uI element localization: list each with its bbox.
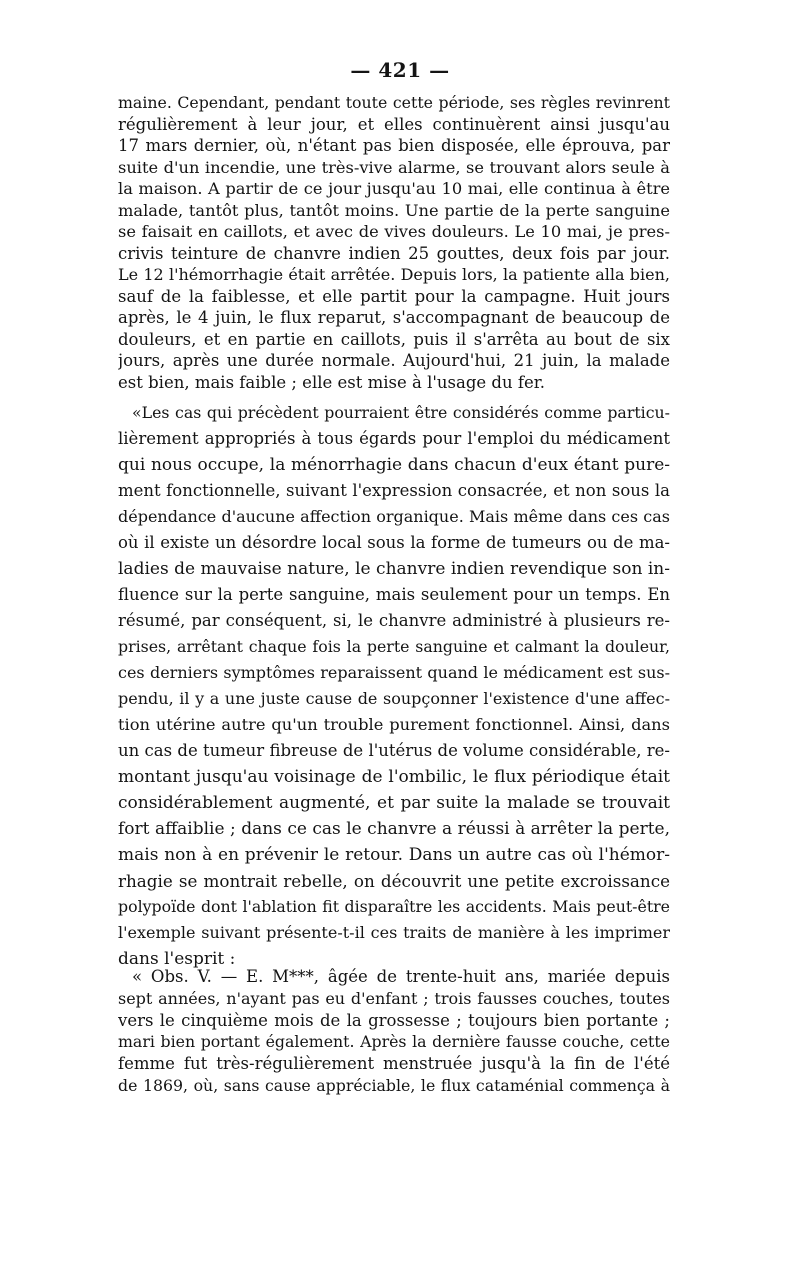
text-line: fluence sur la perte sanguine, mais seulement pour un temps. En: [118, 585, 670, 604]
text-line: dépendance d'aucune affection organique. Mais même dans ces cas: [118, 507, 670, 526]
text-line: mari bien portant également. Après la dernière fausse couche, cette: [118, 1032, 670, 1052]
text-line: tion utérine autre qu'un trouble purement fonctionnel. Ainsi, dans: [118, 715, 670, 734]
text-line: maine. Cependant, pendant toute cette période, ses règles revinrent: [118, 93, 670, 112]
paragraph-1: [118, 92, 670, 393]
text-line: est bien, mais faible ; elle est mise à l'usage du fer.: [118, 372, 546, 392]
text-line: suite d'un incendie, une très-vive alarme, se trouvant alors seule à: [118, 157, 670, 177]
text-line: «Les cas qui précèdent pourraient être considérés comme particu-: [132, 403, 670, 422]
paragraph-2: [118, 400, 670, 972]
text-line: jours, après une durée normale. Aujourd'hui, 21 juin, la malade: [118, 351, 670, 370]
text-line: « Obs. V. — E. M***, âgée de trente-huit ans, mariée depuis: [132, 967, 670, 986]
text-line: ces derniers symptômes reparaissent quand le médicament est sus-: [118, 663, 670, 682]
text-line: douleurs, et en partie en caillots, puis il s'arrêta au bout de six: [118, 329, 670, 349]
text-line: sept années, n'ayant pas eu d'enfant ; trois fausses couches, toutes: [118, 988, 670, 1008]
text-line: sauf de la faiblesse, et elle partit pour la campagne. Huit jours: [118, 286, 670, 306]
text-line: lièrement appropriés à tous égards pour l'emploi du médicament: [118, 429, 670, 448]
text-line: régulièrement à leur jour, et elles continuèrent ainsi jusqu'au: [118, 114, 670, 134]
text-line: se faisait en caillots, et avec de vives douleurs. Le 10 mai, je pres-: [118, 222, 670, 241]
text-line: mais non à en prévenir le retour. Dans un autre cas où l'hémor-: [118, 845, 670, 865]
text-line: où il existe un désordre local sous la forme de tumeurs ou de ma-: [118, 533, 670, 552]
text-line: malade, tantôt plus, tantôt moins. Une partie de la perte sanguine: [118, 200, 670, 220]
text-line: qui nous occupe, la ménorrhagie dans chacun d'eux étant pure-: [118, 455, 670, 475]
text-line: un cas de tumeur fibreuse de l'utérus de volume considérable, re-: [118, 741, 670, 760]
text-line: ment fonctionnelle, suivant l'expression consacrée, et non sous la: [118, 481, 670, 500]
text-line: femme fut très-régulièrement menstruée jusqu'à la fin de l'été: [118, 1054, 670, 1074]
text-line: de 1869, où, sans cause appréciable, le flux cataménial commença à: [118, 1075, 670, 1095]
text-line: dans l'esprit :: [118, 949, 236, 969]
text-line: prises, arrêtant chaque fois la perte sanguine et calmant la douleur,: [118, 637, 670, 656]
text-line: Le 12 l'hémorrhagie était arrêtée. Depuis lors, la patiente alla bien,: [118, 265, 670, 284]
text-line: montant jusqu'au voisinage de l'ombilic, le flux périodique était: [118, 767, 670, 787]
text-line: vers le cinquième mois de la grossesse ; toujours bien portante ;: [118, 1010, 670, 1030]
text-line: après, le 4 juin, le flux reparut, s'accompagnant de beaucoup de: [118, 308, 670, 327]
text-line: ladies de mauvaise nature, le chanvre indien revendique son in-: [118, 559, 670, 579]
paragraph-3: [118, 966, 670, 1097]
text-line: crivis teinture de chanvre indien 25 gouttes, deux fois par jour.: [118, 243, 670, 263]
text-line: la maison. A partir de ce jour jusqu'au 10 mai, elle continua à être: [118, 179, 670, 198]
text-line: 17 mars dernier, où, n'étant pas bien disposée, elle éprouva, par: [118, 136, 670, 155]
text-line: fort affaiblie ; dans ce cas le chanvre a réussi à arrêter la perte,: [118, 819, 670, 839]
page-number: — 421 —: [350, 58, 450, 82]
text-line: résumé, par conséquent, si, le chanvre administré à plusieurs re-: [118, 611, 670, 630]
text-line: pendu, il y a une juste cause de soupçonner l'existence d'une affec-: [118, 689, 670, 708]
text-line: polypoïde dont l'ablation fit disparaître les accidents. Mais peut-être: [118, 897, 670, 916]
text-line: considérablement augmenté, et par suite la malade se trouvait: [118, 793, 670, 813]
text-line: l'exemple suivant présente-t-il ces traits de manière à les imprimer: [118, 923, 670, 942]
text-line: rhagie se montrait rebelle, on découvrit une petite excroissance: [118, 871, 670, 891]
